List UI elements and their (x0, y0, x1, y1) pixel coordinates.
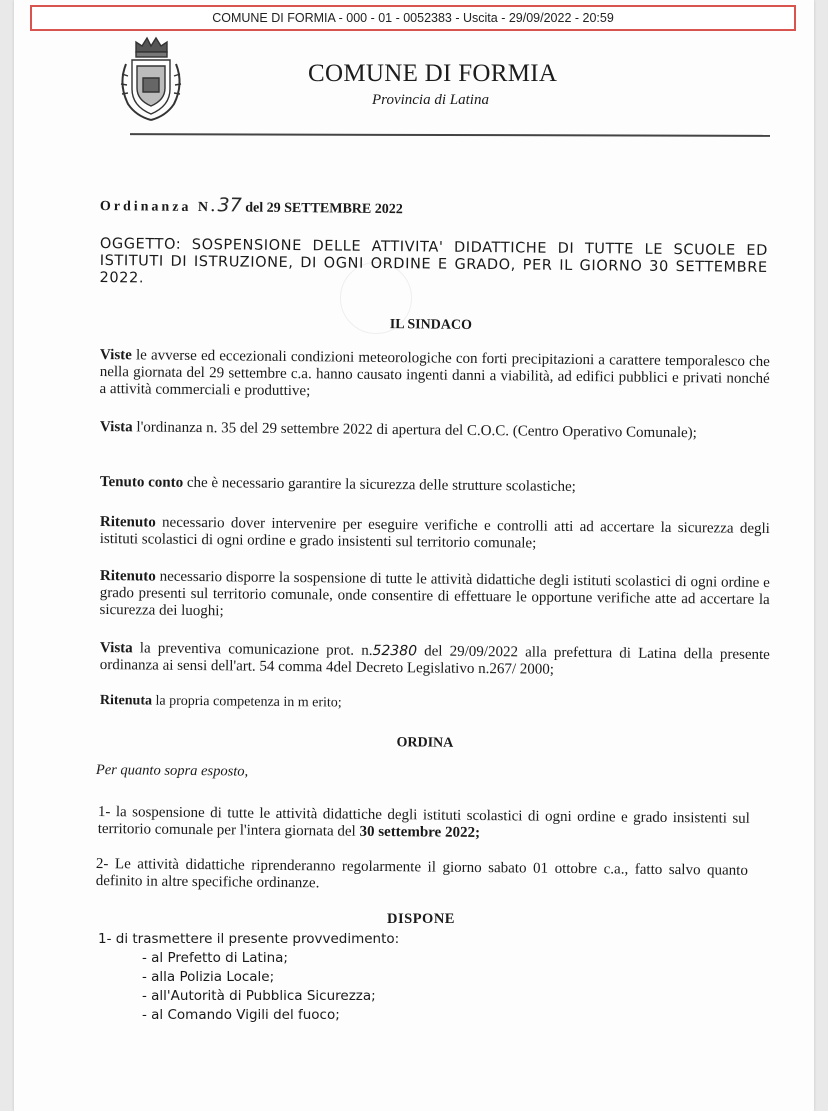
ordina-item-text: 1- la sospensione di tutte le attività didattiche degli istituti scolastici di ogni ordine e grado insistenti sul territorio comunale per l'intera giornata del (97, 804, 750, 840)
dispone-list (142, 949, 768, 1025)
protocol-stamp (30, 5, 796, 31)
premessa-text: che è necessario garantire la sicurezza delle strutture scolastiche; (183, 474, 576, 495)
municipal-crest-icon (112, 34, 190, 124)
premessa-text: le avverse ed eccezionali condizioni meteorologiche con forti precipitazioni a carattere temporalesco che nella giornata del 29 settembre c.a. hanno causato ingenti danni a viabilità, ad edifici pubblici e privati nonché a attività commerciali e produttive; (99, 347, 770, 400)
provincia-subtitle: Provincia di Latina (372, 92, 489, 108)
premessa-lead: Ritenuto (99, 568, 156, 585)
ordina-item-2: 2- Le attività didattiche riprenderanno regolarmente il giorno sabato 01 ottobre c.a., fatto salvo quanto definito in altre specifiche ordinanze. (95, 856, 748, 892)
premessa-ritenuto-verifiche (100, 514, 770, 555)
protocol-stamp-text: COMUNE DI FORMIA - 000 - 01 - 0052383 - Uscita - 29/09/2022 - 20:59 (212, 11, 614, 25)
premessa-lead: Ritenuta (99, 692, 153, 709)
premessa-lead: Vista (99, 419, 133, 436)
premessa-text: necessario dover intervenire per eseguire verifiche e controlli atti ad accertare la sicurezza degli istituti scolastici di ogni ordine e grado insistenti sul territorio comunale; (99, 514, 770, 552)
list-item: - al Prefetto di Latina; (142, 950, 288, 966)
per-quanto-text: Per quanto sopra esposto, (95, 762, 249, 780)
premessa-ritenuto-sospensione (99, 568, 769, 626)
list-item: - al Comando Vigili del fuoco; (142, 1007, 340, 1023)
premessa-lead: Ritenuto (99, 514, 156, 531)
premessa-text: del 29/09/2022 alla prefettura di Latina della presente ordinanza ai sensi dell'art. 54 comma 4del Decreto Legislativo n.267/ 2000; (99, 643, 770, 678)
prot-number-handwritten: 52380 (372, 642, 418, 660)
premessa-text: la preventiva comunicazione prot. n. (132, 640, 373, 659)
premessa-text: la propria competenza in m erito; (151, 693, 342, 711)
premessa-vista-prot (100, 640, 770, 681)
dispone-heading: DISPONE (387, 911, 455, 927)
premessa-lead: Viste (99, 347, 132, 364)
dispone-intro: 1- di trasmettere il presente provvedimento: (98, 931, 400, 947)
comune-title: COMUNE DI FORMIA (308, 60, 558, 87)
list-item: - all'Autorità di Pubblica Sicurezza; (142, 988, 376, 1004)
ordinanza-date: del 29 SETTEMBRE 2022 (245, 200, 403, 218)
ordinanza-number: 37 (217, 194, 242, 217)
sindaco-heading: IL SINDACO (389, 317, 473, 333)
premessa-text: necessario disporre la sospensione di tutte le attività didattiche degli istituti scolastici di ogni ordine e grado presenti sul territorio comunale, onde consentire di effettuare le opportune verifiche atte ad accertare la sicurezza dei luoghi; (99, 568, 770, 620)
dispone-section (98, 930, 768, 1025)
premessa-lead: Tenuto conto (99, 474, 184, 491)
oggetto-paragraph: OGGETTO: SOSPENSIONE DELLE ATTIVITA' DIDATTICHE DI TUTTE LE SCUOLE ED ISTITUTI DI ISTRUZIONE, DI OGNI ORDINE E GRADO, PER IL GIORNO 30 SETTEMBRE 2022. (99, 236, 768, 287)
premessa-text: l'ordinanza n. 35 del 29 settembre 2022 di apertura del C.O.C. (Centro Operativo Comunale); (132, 419, 697, 442)
ordina-item-date: 30 settembre 2022; (359, 823, 481, 842)
ordinanza-prefix: Ordinanza N. (99, 198, 218, 216)
ordina-heading: ORDINA (396, 735, 454, 751)
premessa-lead: Vista (99, 640, 133, 657)
premessa-viste (99, 347, 769, 405)
ordina-item-1 (98, 804, 750, 845)
list-item: - alla Polizia Locale; (142, 969, 275, 985)
